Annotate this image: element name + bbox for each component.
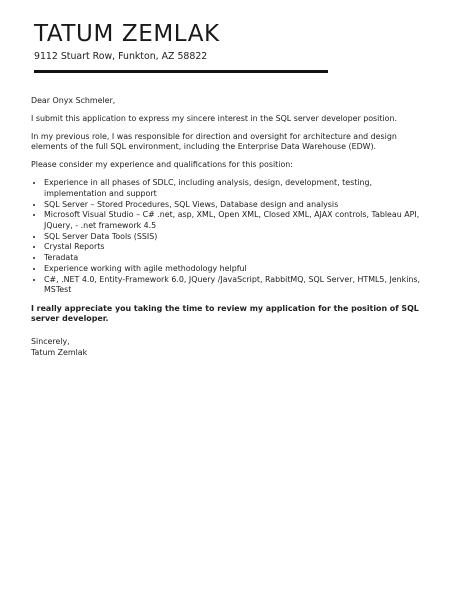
qualifications-list — [31, 178, 423, 296]
signoff: Sincerely, — [31, 337, 70, 346]
list-item: • SQL Server – Stored Procedures, SQL Views, Database design and analysis — [44, 200, 423, 211]
header-divider — [34, 70, 328, 73]
intro-paragraph: I submit this application to express my sincere interest in the SQL server developer position. — [31, 113, 397, 123]
list-item: • Teradata — [44, 253, 423, 264]
list-item: • Crystal Reports — [44, 242, 423, 253]
letter-body — [31, 96, 423, 358]
letter-header — [34, 20, 334, 62]
experience-paragraph: In my previous role, I was responsible for direction and oversight for architecture and design elements of the full SQL environment, including the Enterprise Data Warehouse (EDW). — [31, 131, 397, 152]
salutation: Dear Onyx Schmeler, — [31, 96, 116, 105]
letter-closing — [31, 337, 423, 358]
signature-name: Tatum Zemlak — [31, 347, 88, 357]
qualifications-intro: Please consider my experience and qualifications for this position: — [31, 160, 293, 170]
list-item: • C#, .NET 4.0, Entity-Framework 6.0, JQuery /JavaScript, RabbitMQ, SQL Server, HTML5, Jenkins, MSTest — [44, 275, 423, 296]
applicant-name: TATUM ZEMLAK — [34, 21, 220, 47]
list-item: • Experience working with agile methodology helpful — [44, 264, 423, 275]
applicant-address: 9112 Stuart Row, Funkton, AZ 58822 — [34, 51, 208, 62]
closing-statement: I really appreciate you taking the time to review my application for the position of SQL server developer. — [31, 303, 419, 324]
list-item: • Experience in all phases of SDLC, including analysis, design, development, testing, implementation and support — [44, 178, 423, 199]
list-item: • Microsoft Visual Studio – C# .net, asp, XML, Open XML, Closed XML, AJAX controls, Tableau API, JQuery, - .net framework 4.5 — [44, 210, 423, 231]
list-item: • SQL Server Data Tools (SSIS) — [44, 232, 423, 243]
